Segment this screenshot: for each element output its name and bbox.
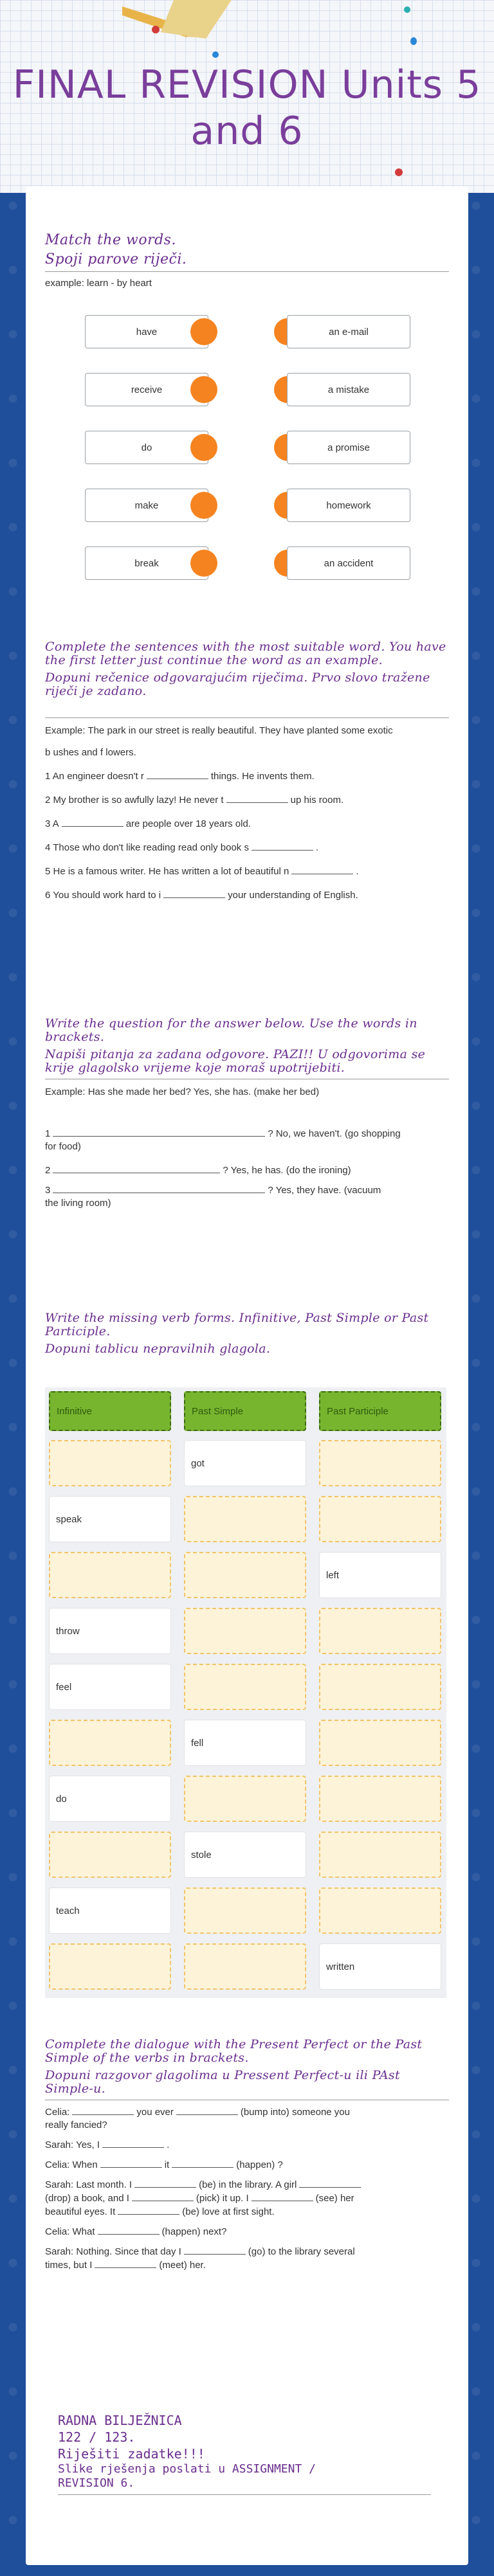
verb-table-cell: do [49,1776,171,1822]
note-line-3: Riješiti zadatke!!! [58,2446,205,2462]
match-heading-en: Match the words. [45,232,176,248]
sentence-4: 4 Those who don't like reading read only book s . [45,842,319,853]
note-line-1: RADNA BILJEŽNICA [58,2413,182,2428]
verb-table-input[interactable] [49,1943,171,1990]
answer-blank[interactable] [226,793,288,803]
divider [45,271,449,272]
questions-heading-hr: Napiši pitanja za zadana odgovore. PAZI!! U odgovorima se krije glagolsko vrijeme koje moraš upotrijebiti. [45,1047,426,1075]
sentences-example-2: b ushes and f lowers. [45,747,136,758]
dialogue-heading-hr: Dopuni razgovor glagolima u Pressent Perfect-u ili PAst Simple-u. [45,2068,400,2096]
answer-blank[interactable] [291,865,353,874]
verb-table-input[interactable] [319,1720,441,1766]
match-right-homework[interactable]: homework [287,489,410,522]
sentence-1: 1 An engineer doesn't r things. He invents them. [45,771,315,782]
dialogue-line-6-cont: times, but I (meet) her. [45,2260,206,2271]
match-left-receive[interactable]: receive [85,373,208,406]
verb-table-cell: throw [49,1608,171,1654]
match-connector-dot[interactable] [190,434,217,461]
question-1-cont: for food) [45,1141,81,1152]
verb-table-input[interactable] [319,1440,441,1486]
verbs-heading-hr: Dopuni tablicu nepravilnih glagola. [45,1342,271,1356]
red-dot-decoration [152,26,160,33]
answer-blank[interactable] [176,2105,238,2115]
sentence-6: 6 You should work hard to i your understanding of English. [45,890,358,901]
dialogue-line-4-cont: (drop) a book, and I (pick) it up. I (see) her [45,2193,354,2204]
answer-blank[interactable] [118,2205,179,2215]
match-words-section [45,233,449,290]
answer-blank[interactable] [72,2105,134,2115]
teal-dot-decoration [404,6,410,13]
verb-table-input[interactable] [319,1887,441,1934]
blue-dot-decoration [410,37,417,45]
dialogue-line-4: Sarah: Last month. I (be) in the library. A girl [45,2178,449,2192]
ruler-decoration [161,0,232,45]
match-right-accident[interactable]: an accident [287,546,410,580]
verb-table-cell: teach [49,1887,171,1934]
sentences-example-1: Example: The park in our street is really beautiful. They have planted some exotic [45,725,393,736]
match-heading-hr: Spoji parove riječi. [45,251,187,267]
verb-table-input[interactable] [319,1496,441,1542]
divider [58,2494,431,2495]
note-line-4: Slike rješenja poslati u ASSIGNMENT / [58,2462,316,2476]
question-1: 1 ? No, we haven't. (go shopping [45,1128,401,1139]
answer-blank[interactable] [163,888,225,898]
answer-blank[interactable] [102,2138,164,2148]
verb-table-input[interactable] [184,1776,306,1822]
match-left-make[interactable]: make [85,489,208,522]
answer-blank[interactable] [134,2178,196,2188]
answer-blank[interactable] [62,817,124,827]
answer-blank[interactable] [252,2192,313,2201]
verb-table-input[interactable] [184,1608,306,1654]
dialogue-line-2: Sarah: Yes, I . [45,2139,170,2150]
answer-blank[interactable] [252,841,313,851]
homework-note [58,2412,444,2495]
dialogue-line-5: Celia: What (happen) next? [45,2226,227,2237]
sentence-3: 3 A are people over 18 years old. [45,818,251,829]
match-left-break[interactable]: break [85,546,208,580]
match-right-promise[interactable]: a promise [287,431,410,464]
question-3-cont: the living room) [45,1198,111,1209]
dialogue-section [45,2038,449,2272]
verb-table-input[interactable] [184,1552,306,1598]
question-3: 3 ? Yes, they have. (vacuum [45,1185,381,1196]
divider [45,717,449,718]
verb-table-cell: left [319,1552,441,1598]
questions-example: Example: Has she made her bed? Yes, she has. (make her bed) [45,1086,320,1097]
verbs-heading-en: Write the missing verb forms. Infinitive, Past Simple or Past Participle. [45,1311,429,1338]
sentence-2: 2 My brother is so awfully lazy! He never t up his room. [45,795,344,806]
verb-forms-section [45,1311,449,1356]
sentences-heading-en: Complete the sentences with the most suitable word. You have the first letter just continue the word as an example. [45,640,446,667]
verb-table-input[interactable] [319,1832,441,1878]
verb-table-cell: written [319,1943,441,1990]
blue-dot-decoration-2 [212,51,219,58]
dialogue-line-6: Sarah: Nothing. Since that day I (go) to the library several [45,2246,355,2257]
verb-table-input[interactable] [319,1664,441,1710]
verb-table-input[interactable] [184,1943,306,1990]
dialogue-line-1-cont: really fancied? [45,2120,107,2130]
verb-table-input[interactable] [184,1887,306,1934]
answer-blank[interactable] [184,2245,246,2255]
verb-table-input[interactable] [49,1832,171,1878]
verb-table-input[interactable] [184,1664,306,1710]
complete-sentences-section [45,640,449,902]
answer-blank[interactable] [95,2258,156,2268]
verb-table-cell: stole [184,1832,306,1878]
verb-table-input[interactable] [319,1608,441,1654]
sentence-5: 5 He is a famous writer. He has written a lot of beautiful n . [45,866,359,877]
match-right-mistake[interactable]: a mistake [287,373,410,406]
answer-blank[interactable] [299,2178,361,2188]
verb-table-header: Past Simple [184,1391,306,1431]
dialogue-heading-en: Complete the dialogue with the Present Perfect or the Past Simple of the verbs in brackets. [45,2037,423,2065]
match-connector-dot[interactable] [190,376,217,403]
match-connector-dot[interactable] [190,550,217,577]
dialogue-line-4-cont2: beautiful eyes. It (be) love at first sight. [45,2206,275,2217]
match-right-email[interactable]: an e-mail [287,315,410,348]
answer-blank[interactable] [172,2158,233,2168]
questions-heading-en: Write the question for the answer below. Use the words in brackets. [45,1016,417,1044]
note-line-2: 122 / 123. [58,2429,136,2445]
match-left-have[interactable]: have [85,315,208,348]
dialogue-line-1: Celia: you ever (bump into) someone you [45,2107,350,2118]
verb-table-header: Infinitive [49,1391,171,1431]
answer-blank[interactable] [132,2192,194,2201]
verb-table-cell: got [184,1440,306,1486]
red-dot-decoration-2 [395,168,403,176]
note-line-5: REVISION 6. [58,2476,135,2490]
answer-blank[interactable] [147,770,208,779]
verb-table-cell: feel [49,1664,171,1710]
question-2: 2 ? Yes, he has. (do the ironing) [45,1165,351,1176]
answer-blank[interactable] [53,1184,265,1193]
write-questions-section [45,1017,449,1210]
answer-blank[interactable] [53,1164,220,1173]
verb-table-input[interactable] [49,1720,171,1766]
answer-blank[interactable] [98,2225,160,2235]
verb-table-input[interactable] [319,1776,441,1822]
dialogue-line-3: Celia: When it (happen) ? [45,2159,283,2170]
answer-blank[interactable] [100,2158,162,2168]
verb-table-cell: speak [49,1496,171,1542]
match-left-do[interactable]: do [85,431,208,464]
sentences-heading-hr: Dopuni rečenice odgovarajućim riječima. Prvo slovo traženе riječi je zadano. [45,671,430,698]
page-title: FINAL REVISION Units 5 and 6 [12,62,482,154]
verb-table-input[interactable] [184,1496,306,1542]
match-connector-dot[interactable] [190,318,217,345]
verb-table-input[interactable] [49,1440,171,1486]
match-connector-dot[interactable] [190,492,217,519]
verb-table-header: Past Participle [319,1391,441,1431]
verb-table-input[interactable] [49,1552,171,1598]
verb-table-cell: fell [184,1720,306,1766]
answer-blank[interactable] [53,1127,265,1137]
match-example: example: learn - by heart [45,278,152,289]
